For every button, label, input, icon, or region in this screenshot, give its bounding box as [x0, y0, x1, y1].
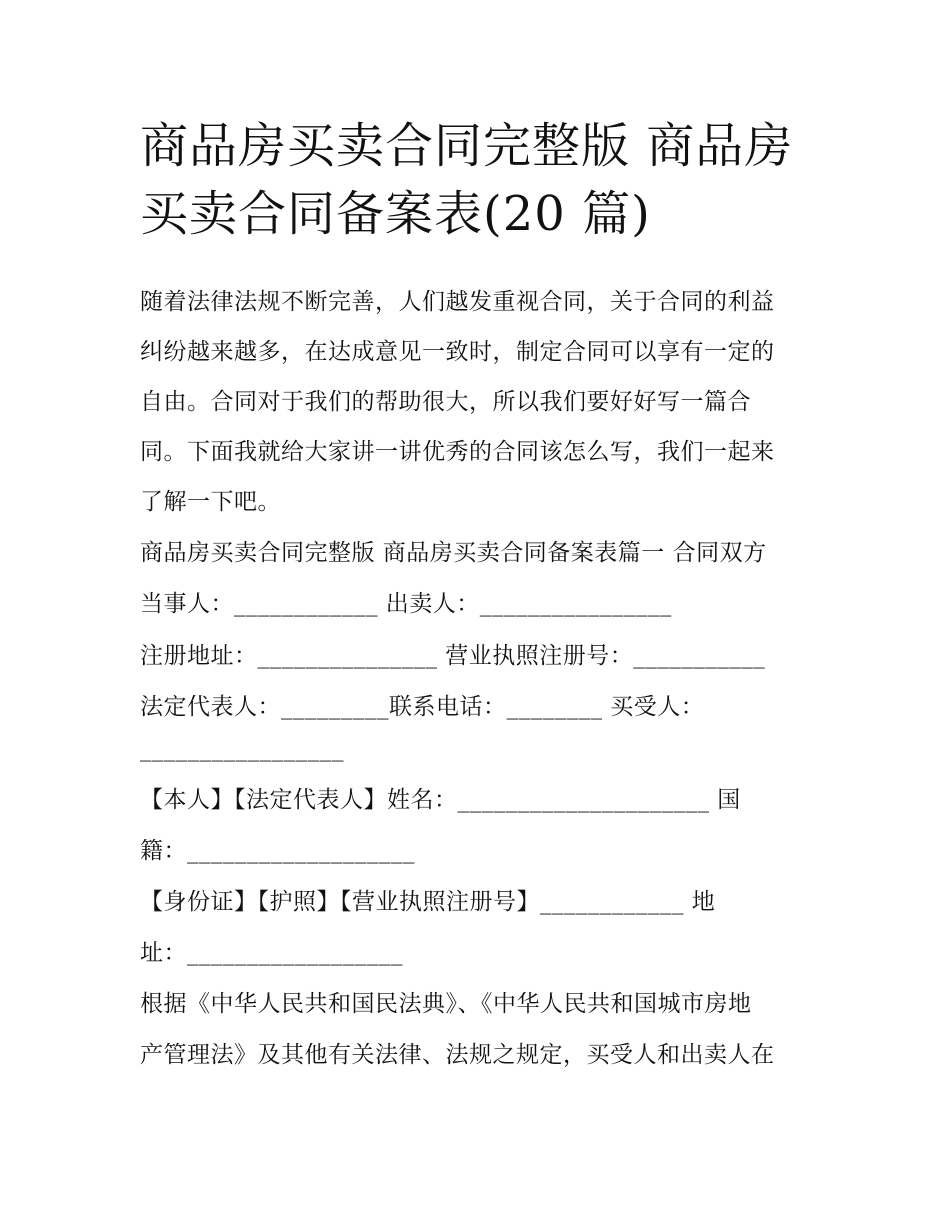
id-line: 【身份证】【护照】【营业执照注册号】____________ 地 [140, 889, 716, 915]
document-title [140, 112, 820, 248]
title-line-2: 买卖合同备案表(20 篇) [140, 186, 651, 242]
title-line-1: 商品房买卖合同完整版 商品房 [140, 118, 794, 174]
name-line: 【本人】【法定代表人】姓名：_____________________ 国 [140, 787, 741, 813]
body-line-5: 了解一下吧。 [140, 489, 281, 515]
address-line: 址：__________________ [140, 940, 403, 966]
body-line-4: 同。下面我就给大家讲一讲优秀的合同该怎么写，我们一起来 [140, 439, 775, 465]
registered-address-line: 注册地址：_______________ 营业执照注册号：___________ [140, 643, 766, 669]
body-line-3: 自由。合同对于我们的帮助很大，所以我们要好好写一篇合 [140, 389, 751, 415]
body-line-2: 纠纷越来越多，在达成意见一致时，制定合同可以享有一定的 [140, 339, 775, 365]
nationality-line: 籍：___________________ [140, 838, 415, 864]
legal-rep-line: 法定代表人：_________联系电话：________ 买受人： [140, 694, 705, 720]
section-heading-line: 商品房买卖合同完整版 商品房买卖合同备案表篇一 合同双方 [140, 540, 767, 566]
body-line-1: 随着法律法规不断完善，人们越发重视合同，关于合同的利益 [140, 289, 775, 315]
buyer-blank-line: _________________ [140, 736, 344, 762]
body-line-legal-1: 根据《中华人民共和国民法典》、《中华人民共和国城市房地 [140, 991, 752, 1017]
party-seller-line: 当事人：____________ 出卖人：________________ [140, 591, 672, 617]
body-line-legal-2: 产管理法》及其他有关法律、法规之规定，买受人和出卖人在 [140, 1042, 775, 1068]
